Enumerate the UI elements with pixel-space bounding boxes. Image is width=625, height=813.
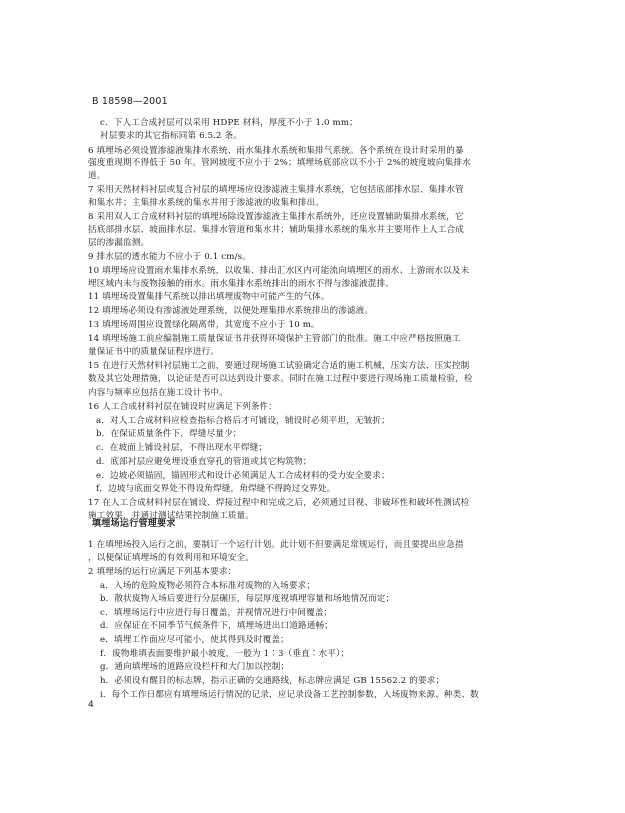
text-line: h．必须设有醒目的标志牌，指示正确的交通路线，标志牌应满足 GB 15562.2 的要求；	[100, 676, 445, 686]
text-line: 7 采用天然材料衬层或复合衬层的填埋场应设渗滤液主集排水系统，它包括底部排水层、集排水管	[88, 185, 464, 195]
text-line: i．每个工作日都应有填埋场运行情况的记录，应记录设备工艺控制参数，入场废物来源、种类、数	[100, 690, 479, 700]
text-line: 内容与频率应包括在施工设计书中。	[88, 388, 228, 398]
text-line: 强度重现期不得低于 50 年。管网坡度不应小于 2%；填埋场底部应以不小于 2%的坡度坡向集排水	[88, 158, 471, 168]
text-line: e．填埋工作面应尽可能小，使其得到及时覆盖；	[100, 635, 289, 645]
text-line: c．填埋场运行中应进行每日覆盖，并视情况进行中间覆盖；	[100, 608, 333, 618]
text-line: a．对人工合成材料应检查指标合格后才可铺设，铺设时必须平坦，无皱折；	[96, 416, 390, 426]
text-line: 13 填埋场周围应设置绿化隔离带，其宽度不应小于 10 m。	[88, 320, 320, 330]
page-number: 4	[88, 700, 94, 710]
text-line: f．废物堆填表面要维护最小坡度，一般为 1∶3（垂直∶水平）；	[100, 649, 350, 659]
text-line: 15 在进行天然材料衬层施工之前，要通过现场施工试验确定合适的施工机械，压实方法、压实控制	[88, 361, 470, 371]
text-line: 道。	[88, 171, 106, 181]
text-line: 数及其它处理措施，以论证是否可以达到设计要求。同时在施工过程中要进行现场施工质量检验，检	[88, 374, 473, 384]
text-line: 量保证书中的质量保证程序进行。	[88, 347, 220, 357]
standard-number: B 18598—2001	[92, 96, 168, 107]
text-line: 12 填埋场必须设有渗滤液处理系统，以便处理集排水系统排出的渗滤液。	[88, 306, 374, 316]
text-line: g．通向填埋场的道路应设栏杆和大门加以控制；	[100, 662, 290, 672]
text-line: 11 填埋场设置集排气系统以排出填埋废物中可能产生的气体。	[88, 292, 330, 302]
text-line: 14 填埋场施工前应编制施工质量保证书并获得环境保护主管部门的批准。施工中应严格按照施工	[88, 334, 461, 344]
text-line: 9 排水层的透水能力不应小于 0.1 cm/s。	[88, 252, 251, 262]
text-line: c．在坡面上铺设衬层，不得出现水平焊缝；	[96, 443, 268, 453]
text-line: a．入场的危险废物必须符合本标准对废物的入场要求；	[100, 581, 316, 591]
section-title-operation: 填埋场运行管理要求	[92, 519, 176, 529]
text-line: 衬层要求的其它指标同第 6.5.2 条。	[100, 131, 243, 141]
text-line: 16 人工合成材料衬层在铺设时应满足下列条件：	[88, 402, 277, 412]
text-line: 和集水井；主集排水系统的集水井用于渗滤液的收集和排出。	[88, 198, 325, 208]
text-line: 埋区域内未与废物接触的雨水。雨水集排水系统排出的雨水不得与渗滤液混排。	[88, 279, 395, 289]
text-line: ，以便保证填埋场的有效利用和环境安全。	[88, 553, 255, 563]
text-line: 17 在人工合成材料衬层在铺设、焊接过程中和完成之后，必须通过目视、非破坏性和破坏性测试检	[88, 498, 470, 508]
text-line: 10 填埋场应设置雨水集排水系统，以收集、排出汇水区内可能流向填埋区的雨水、上游雨水以及未	[88, 266, 470, 276]
text-line: 施工效果，并通过测试结果控制施工质量。	[88, 511, 255, 521]
text-line: d．底部衬层应避免埋设垂直穿孔的管道或其它构筑物；	[96, 457, 312, 467]
text-line: 6 填埋场必须设置渗滤液集排水系统、雨水集排水系统和集排气系统。各个系统在设计时采用的暴	[88, 146, 464, 156]
text-line: 括底部排水层、坡面排水层、集排水管道和集水井；辅助集排水系统的集水井主要用作上人工合成	[88, 225, 464, 235]
text-line: e．边坡必须锚固，锚固形式和设计必须满足人工合成材料的受力安全要求；	[96, 471, 390, 481]
text-line: 1 在填埋场投入运行之前，要制订一个运行计划。此计划不但要满足常规运行，而且要提出应急措	[88, 540, 464, 550]
text-line: 2 填埋场的运行应满足下列基本要求：	[88, 567, 237, 577]
text-line: b．在保证质量条件下，焊缝尽量少；	[96, 429, 242, 439]
text-line: c．下人工合成衬层可以采用 HDPE 材料，厚度不小于 1.0 mm；	[100, 118, 358, 128]
text-line: b．散状废物入场后要进行分层碾压，每层厚度视填埋容量和场地情况而定；	[100, 594, 395, 604]
text-line: f．边坡与底面交界处不得设角焊缝，角焊缝不得跨过交界处。	[96, 484, 336, 494]
text-line: 层的渗漏监测。	[88, 238, 150, 248]
text-line: d．应保证在不同季节气候条件下，填埋场进出口道路通畅；	[100, 621, 333, 631]
text-line: 8 采用双人工合成材料衬层的填埋场除设置渗滤液主集排水系统外，还应设置辅助集排水系统，它	[88, 212, 464, 222]
